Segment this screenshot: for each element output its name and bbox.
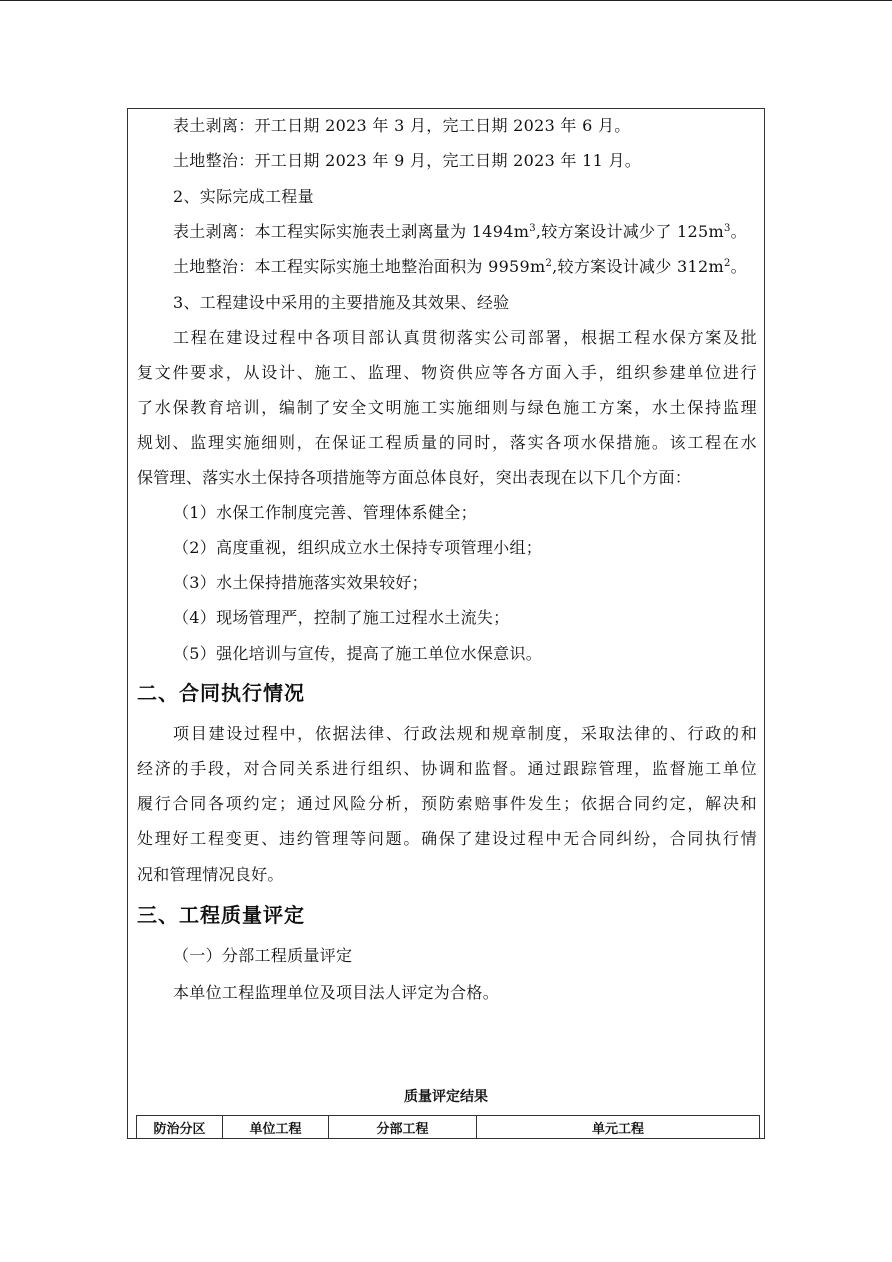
list-item-2: （2）高度重视，组织成立水土保持专项管理小组； xyxy=(173,538,543,557)
section-heading-quality: 三、工程质量评定 xyxy=(137,903,305,927)
text-line-measures-heading: 3、工程建设中采用的主要措施及其效果、经验 xyxy=(173,293,510,312)
paragraph-contract-line-4: 处理好工程变更、违约管理等问题。确保了建设过程中无合同纠纷，合同执行情 xyxy=(137,829,757,848)
topsoil-quantity-sup2: 3 xyxy=(723,223,731,234)
text-line-actual-quantity-heading: 2、实际完成工程量 xyxy=(173,187,314,206)
paragraph-measures-line-2: 复文件要求，从设计、施工、监理、物资供应等各方面入手，组织参建单位进行 xyxy=(137,363,757,382)
paragraph-measures-line-5: 保管理、落实水土保持各项措施等方面总体良好，突出表现在以下几个方面： xyxy=(137,468,692,487)
quality-result-table xyxy=(136,1115,760,1139)
paragraph-quality-result: 本单位工程监理单位及项目法人评定为合格。 xyxy=(173,983,500,1002)
paragraph-contract-line-2: 经济的手段，对合同关系进行组织、协调和监督。通过跟踪管理，监督施工单位 xyxy=(137,759,757,778)
list-item-4: （4）现场管理严，控制了施工过程水土流失； xyxy=(173,608,510,627)
table-header-cell: 防治分区 xyxy=(137,1116,223,1139)
land-quantity-text-a: 土地整治：本工程实际实施土地整治面积为 9959m xyxy=(173,257,546,276)
text-line-topsoil-quantity xyxy=(173,221,747,243)
paragraph-measures-line-3: 了水保教育培训，编制了安全文明施工实施细则与绿色施工方案，水土保持监理 xyxy=(137,398,757,417)
topsoil-quantity-sup1: 3 xyxy=(529,223,536,234)
land-quantity-sup1: 2 xyxy=(545,258,553,269)
top-rule xyxy=(0,0,892,1)
topsoil-quantity-text-b: ,较方案设计减少了 125m xyxy=(535,222,724,241)
list-item-5: （5）强化培训与宣传，提高了施工单位水保意识。 xyxy=(173,644,543,663)
paragraph-contract-line-1: 项目建设过程中，依据法律、行政法规和规章制度，采取法律的、行政的和 xyxy=(173,724,757,743)
text-line-land-dates: 土地整治：开工日期 2023 年 9 月，完工日期 2023 年 11 月。 xyxy=(173,151,642,170)
topsoil-quantity-text-c: 。 xyxy=(730,222,747,241)
paragraph-measures-line-1: 工程在建设过程中各项目部认真贯彻落实公司部署，根据工程水保方案及批 xyxy=(173,328,757,347)
table-title: 质量评定结果 xyxy=(404,1089,488,1105)
land-quantity-text-b: ,较方案设计减少 312m xyxy=(552,257,724,276)
paragraph-contract-line-5: 况和管理情况良好。 xyxy=(137,865,284,884)
table-header-cell: 单元工程 xyxy=(477,1116,760,1139)
land-quantity-sup2: 2 xyxy=(723,258,731,269)
list-item-3: （3）水土保持措施落实效果较好； xyxy=(173,573,428,592)
text-line-topsoil-dates: 表土剥离：开工日期 2023 年 3 月，完工日期 2023 年 6 月。 xyxy=(173,116,631,135)
paragraph-contract-line-3: 履行合同各项约定；通过风险分析，预防索赔事件发生；依据合同约定，解决和 xyxy=(137,794,757,813)
section-heading-contract: 二、合同执行情况 xyxy=(137,681,305,705)
table-header-cell: 分部工程 xyxy=(329,1116,477,1139)
subsection-heading-quality: （一）分部工程质量评定 xyxy=(173,946,353,965)
table-header-cell: 单位工程 xyxy=(223,1116,329,1139)
land-quantity-text-c: 。 xyxy=(730,257,747,276)
topsoil-quantity-text-a: 表土剥离：本工程实际实施表土剥离量为 1494m xyxy=(173,222,530,241)
table-header-row xyxy=(137,1116,760,1139)
list-item-1: （1）水保工作制度完善、管理体系健全； xyxy=(173,503,477,522)
paragraph-measures-line-4: 规划、监理实施细则，在保证工程质量的同时，落实各项水保措施。该工程在水 xyxy=(137,433,757,452)
text-line-land-quantity xyxy=(173,256,747,278)
